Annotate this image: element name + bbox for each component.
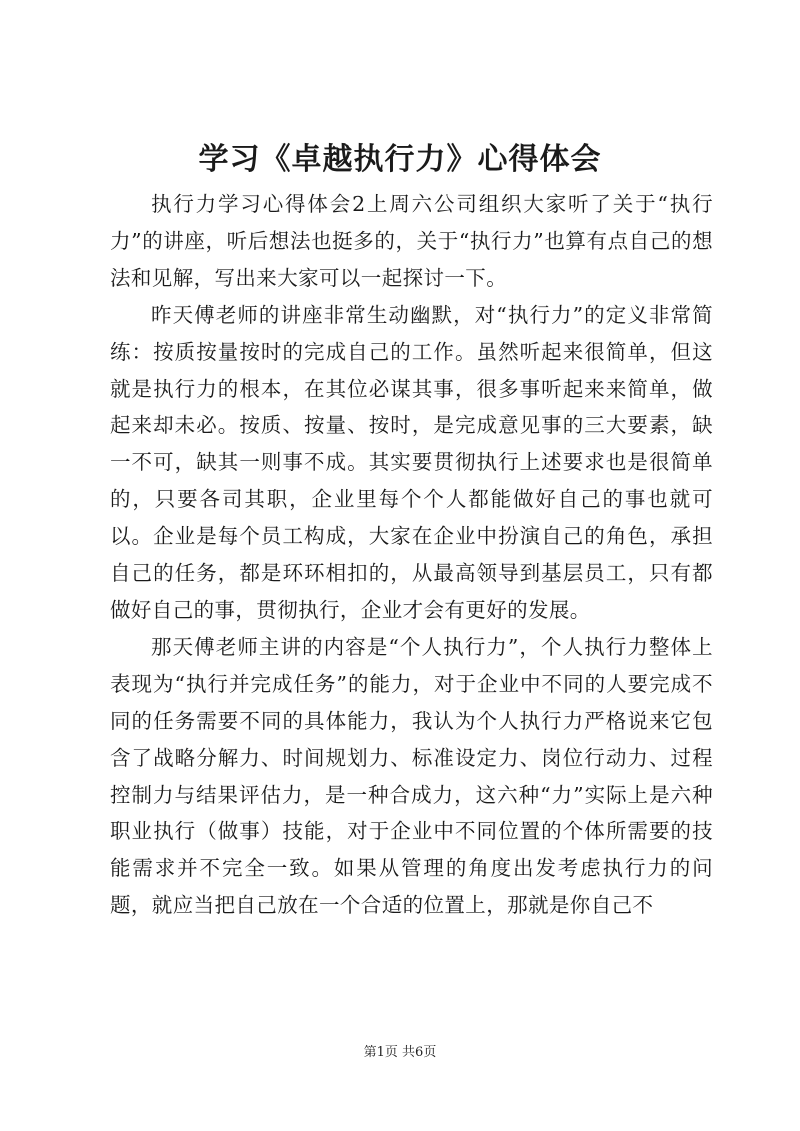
paragraph-3: 那天傅老师主讲的内容是“个人执行力”，个人执行力整体上表现为“执行并完成任务”的能力，对于企业中不同的人要完成不同的任务需要不同的具体能力，我认为个人执行力严格说来它包含了战略分解力、时间规划力、标准设定力、岗位行动力、过程控制力与结果评估力，是一种合成力，这六种“力”实际上是六种职业执行（做事）技能，对于企业中不同位置的个体所需要的技能需求并不完全一致。如果从管理的角度出发考虑执行力的问题，就应当把自己放在一个合适的位置上，那就是你自己不 — [110, 634, 713, 918]
paragraph-1: 执行力学习心得体会2上周六公司组织大家听了关于“执行力”的讲座，听后想法也挺多的，关于“执行力”也算有点自己的想法和见解，写出来大家可以一起探讨一下。 — [110, 192, 713, 290]
document-title: 学习《卓越执行力》心得体会 — [198, 142, 602, 177]
paragraph-2: 昨天傅老师的讲座非常生动幽默，对“执行力”的定义非常简练：按质按量按时的完成自己的工作。虽然听起来很简单，但这就是执行力的根本，在其位必谋其事，很多事听起来来简单，做起来却未必。按质、按量、按时，是完成意见事的三大要素，缺一不可，缺其一则事不成。其实要贯彻执行上述要求也是很简单的，只要各司其职，企业里每个个人都能做好自己的事也就可以。企业是每个员工构成，大家在企业中扮演自己的角色，承担自己的任务，都是环环相扣的，从最高领导到基层员工，只有都做好自己的事，贯彻执行，企业才会有更好的发展。 — [110, 302, 713, 622]
page-footer: 第1页 共6页 — [363, 1045, 437, 1060]
document-body — [110, 186, 713, 924]
